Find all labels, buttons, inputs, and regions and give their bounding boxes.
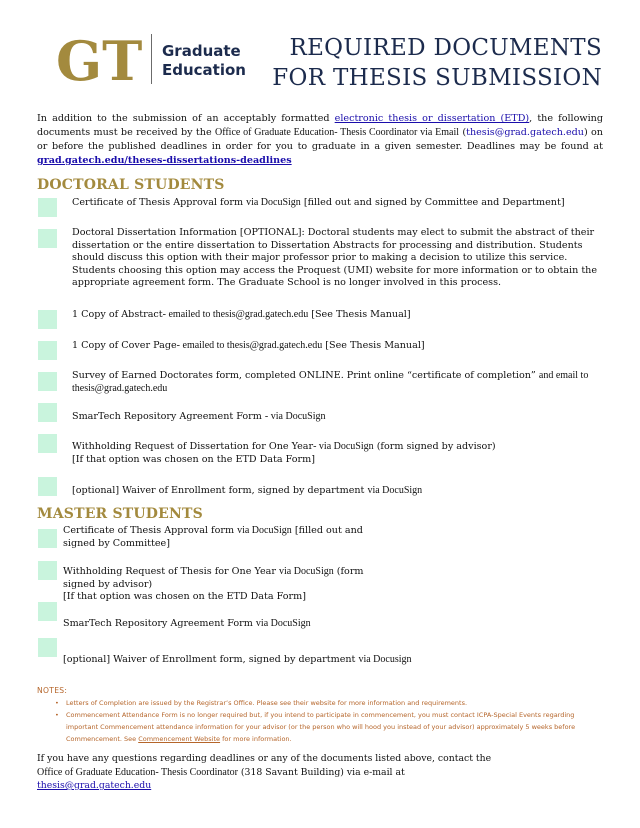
commencement-website-link[interactable]: Commencement Website — [138, 735, 221, 743]
checkbox-earned-doctorates-survey[interactable] — [38, 372, 57, 391]
etd-link[interactable]: electronic thesis or dissertation (ETD) — [334, 113, 530, 124]
master-item-certificate — [63, 525, 393, 550]
item-text: 1 Copy of Abstract — [72, 309, 163, 320]
checkbox-dissertation-information[interactable] — [38, 229, 57, 248]
item-via: - emailed to thesis@grad.gatech.edu — [162, 309, 309, 320]
intro-text: , the following documents must be received by the — [37, 113, 603, 138]
deadlines-link[interactable]: grad.gatech.edu/theses-dissertations-deadlines — [37, 155, 292, 166]
item-text: [See Thesis Manual] — [308, 309, 411, 320]
note-item — [55, 709, 600, 745]
item-via: via DocuSign — [279, 566, 334, 577]
item-via: via DocuSign — [237, 525, 292, 536]
item-via: and email to thesis@grad.gatech.edu — [72, 370, 589, 394]
intro-text: ) on or before the published deadlines in order for you to graduate in a given semester. Deadlines may be found at — [37, 127, 603, 152]
note-item — [55, 697, 600, 709]
item-via: via DocuSign — [246, 197, 301, 208]
item-via: via Docusign — [358, 654, 412, 665]
title-line-1: REQUIRED DOCUMENTS — [289, 35, 602, 61]
doctoral-item-earned-doctorates-survey — [72, 370, 602, 395]
master-item-smartech — [63, 618, 423, 631]
doctoral-heading: DOCTORAL STUDENTS — [37, 177, 225, 193]
checkbox-smartech-agreement[interactable] — [38, 403, 57, 422]
intro-text: ( — [459, 127, 467, 138]
logo-text-graduate: Graduate — [162, 42, 241, 60]
intro-email-link[interactable]: thesis@grad.gatech.edu — [466, 127, 584, 138]
notes-label: NOTES: — [37, 686, 68, 695]
doctoral-item-cover-page — [72, 340, 602, 353]
note-text: for more information. — [220, 735, 292, 743]
note-text: Letters of Completion are issued by the Registrar’s Office. Please see their website for more information and requirements. — [66, 699, 468, 707]
title-line-2: FOR THESIS SUBMISSION — [272, 65, 602, 91]
doctoral-item-waiver — [72, 485, 602, 498]
item-text: 1 Copy of Cover Page — [72, 340, 177, 351]
checkbox-cover-page[interactable] — [38, 341, 57, 360]
bullet-icon: • — [55, 711, 59, 719]
checkbox-certificate-approval[interactable] — [38, 198, 57, 217]
doctoral-item-smartech — [72, 411, 602, 424]
footer-office: Office of Graduate Education- Thesis Coordinator — [37, 766, 238, 778]
checkbox-abstract[interactable] — [38, 310, 57, 329]
intro-paragraph — [37, 112, 603, 168]
notes-list — [55, 697, 600, 745]
checkbox-withholding-request[interactable] — [38, 434, 57, 453]
item-text: [optional] Waiver of Enrollment form, signed by department — [63, 654, 359, 665]
logo-text-education: Education — [162, 61, 246, 79]
item-via: - via DocuSign — [264, 411, 326, 422]
master-item-withholding — [63, 566, 393, 604]
item-text: [filled out and signed by Committee and Department] — [300, 197, 565, 208]
master-item-waiver — [63, 654, 423, 667]
checkbox-master-smartech[interactable] — [38, 602, 57, 621]
checkbox-master-withholding[interactable] — [38, 561, 57, 580]
doctoral-item-certificate — [72, 197, 602, 210]
item-via: via DocuSign — [367, 485, 423, 496]
item-text: SmarTech Repository Agreement Form — [72, 411, 265, 422]
checkbox-master-waiver[interactable] — [38, 638, 57, 657]
doctoral-item-abstract — [72, 309, 602, 322]
doctoral-item-withholding — [72, 441, 602, 466]
item-text: Certificate of Thesis Approval form — [72, 197, 247, 208]
footer-text: If you have any questions regarding deadlines or any of the documents listed above, contact the — [37, 753, 492, 764]
item-text: [filled out and signed by Committee] — [63, 525, 363, 549]
item-text: Withholding Request of Dissertation for One Year — [72, 441, 314, 452]
logo-divider — [151, 34, 152, 84]
item-text: Survey of Earned Doctorates form, completed ONLINE. Print online “certificate of completion” — [72, 370, 539, 381]
checkbox-master-certificate-approval[interactable] — [38, 529, 57, 548]
item-text: [optional] Waiver of Enrollment form, signed by department — [72, 485, 368, 496]
bullet-icon: • — [55, 699, 59, 707]
item-via: - via DocuSign — [313, 441, 374, 452]
doctoral-item-dissertation-information: Doctoral Dissertation Information [OPTIONAL]: Doctoral students may elect to submit the abstract of their dissertation or the entire dissertation to Dissertation Abstracts for processing and distribution. Students should discuss this option with their major professor prior to making a decision to utilize this service. Students choosing this option may access the Proquest (UMI) website for more information or to obtain the appropriate agreement form. The Graduate School is no longer involved in this process. — [72, 227, 598, 289]
item-via: via DocuSign — [255, 618, 311, 629]
document-title — [272, 33, 602, 93]
intro-office: Office of Graduate Education- Thesis Coordinator via Email — [214, 127, 460, 138]
intro-text: In addition to the submission of an acceptably formatted — [37, 113, 335, 124]
note-text: Commencement Attendance Form is no longer required but, if you intend to participate in commencement, you must contact ICPA-Special Events regarding important Commencement attendance information for your advisor (or the person who will hood you instead of your advisor) approximately 5 weeks before Commencement. See — [66, 711, 576, 743]
checkbox-waiver-enrollment[interactable] — [38, 477, 57, 496]
item-text: SmarTech Repository Agreement Form — [63, 618, 256, 629]
footer-contact — [37, 752, 507, 793]
item-text: (form signed by advisor) — [373, 441, 496, 452]
footer-email-link[interactable]: thesis@grad.gatech.edu — [37, 780, 152, 791]
item-text: [See Thesis Manual] — [322, 340, 425, 351]
item-text: (form signed by advisor) — [63, 566, 364, 590]
item-text: Withholding Request of Thesis for One Year — [63, 566, 279, 577]
item-text: Certificate of Thesis Approval form — [63, 525, 238, 536]
item-via: - emailed to thesis@grad.gatech.edu — [176, 340, 323, 351]
gt-monogram-text: GT — [56, 30, 143, 90]
item-text: [If that option was chosen on the ETD Data Form] — [63, 591, 306, 603]
gt-graduate-education-logo — [54, 30, 254, 90]
item-text: [If that option was chosen on the ETD Data Form] — [72, 453, 315, 465]
gt-monogram-logo — [54, 30, 146, 90]
footer-text: (318 Savant Building) via e-mail at — [237, 766, 405, 778]
masters-heading: MASTER STUDENTS — [37, 506, 203, 522]
